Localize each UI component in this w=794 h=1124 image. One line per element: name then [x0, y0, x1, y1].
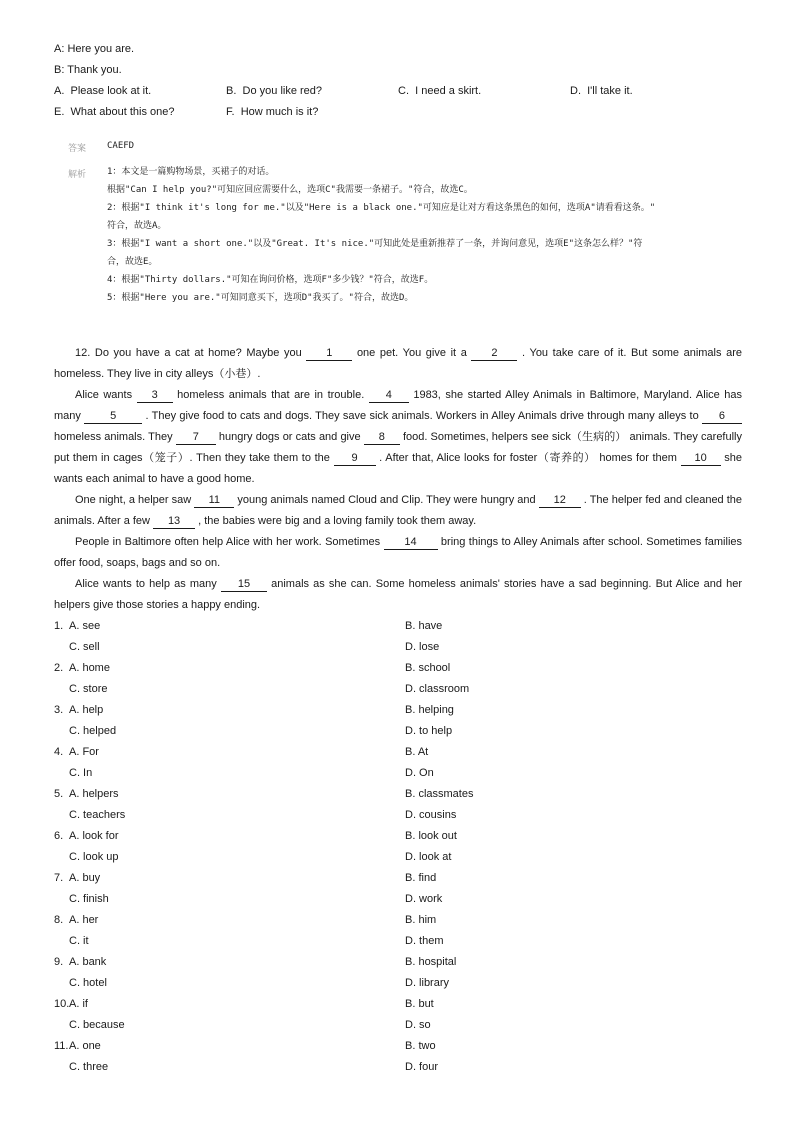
option-text: What about this one?	[70, 106, 175, 118]
option-c: C. it	[69, 935, 89, 947]
option-d: D. work	[405, 893, 443, 905]
dialogue-line-b: B: Thank you.	[54, 64, 122, 76]
option-d: D. library	[405, 977, 450, 989]
option-text: Please look at it.	[70, 85, 152, 97]
question-row	[54, 868, 754, 889]
question-row	[54, 931, 754, 952]
passage-text: one pet. You give it a	[356, 347, 467, 359]
question-row	[54, 658, 754, 679]
option-c: C. store	[69, 683, 108, 695]
question-number: 6.	[54, 830, 64, 842]
blank-9: 9	[334, 452, 376, 466]
option-key: A.	[54, 85, 65, 97]
passage-text: . After that, Alice looks for foster（寄养的） homes for them	[379, 452, 677, 464]
question-number: 8.	[54, 914, 64, 926]
option-e	[54, 105, 175, 119]
analysis-line: 5：根据"Here you are."可知同意买下，选项D"我买了。"符合，故选D。	[107, 293, 414, 303]
blank-13: 13	[153, 515, 195, 529]
question-row	[54, 742, 754, 763]
question-row	[54, 763, 754, 784]
option-a: A. buy	[69, 872, 101, 884]
option-f	[226, 105, 318, 119]
option-text: Do you like red?	[242, 85, 323, 97]
passage-text: homeless animals. They	[54, 431, 173, 443]
passage-text: . They give food to cats and dogs. They save sick animals. Workers in Alley Animals drive through many alleys to	[145, 410, 699, 422]
passage-text: One night, a helper saw	[75, 494, 192, 506]
option-a: A. look for	[69, 830, 119, 842]
question-row	[54, 700, 754, 721]
question-number: 3.	[54, 704, 64, 716]
dialogue-line-a: A: Here you are.	[54, 43, 135, 55]
option-c: C. because	[69, 1019, 125, 1031]
option-a	[54, 84, 151, 98]
option-text: How much is it?	[240, 106, 319, 118]
question-row	[54, 889, 754, 910]
question-row	[54, 1057, 754, 1078]
option-key: C.	[398, 85, 409, 97]
option-b: B. At	[405, 746, 429, 758]
option-d: D. lose	[405, 641, 440, 653]
blank-10: 10	[681, 452, 721, 466]
analysis-line: 合，故选E。	[107, 257, 158, 267]
passage-text: . The helper fed and cleaned the animals. After a few	[54, 494, 743, 527]
passage-paragraph-4	[54, 532, 742, 574]
option-b: B. classmates	[405, 788, 474, 800]
option-b: B. look out	[405, 830, 457, 842]
analysis-line: 1：本文是一篇购物场景，买裙子的对话。	[107, 167, 275, 177]
option-b: B. have	[405, 620, 443, 632]
option-c: C. three	[69, 1061, 109, 1073]
passage-text: Alice wants	[75, 389, 133, 401]
option-b: B. two	[405, 1040, 436, 1052]
blank-11: 11	[194, 494, 234, 508]
question-row	[54, 1036, 754, 1057]
analysis-line: 符合，故选A。	[107, 221, 167, 231]
option-c: C. finish	[69, 893, 109, 905]
option-c: C. helped	[69, 725, 117, 737]
passage-text: food. Sometimes, helpers see sick（生病的） animals. They carefully put them in cages（笼子）. Then they take them to the	[54, 431, 742, 464]
analysis-line: 2：根据"I think it's long for me."以及"Here is a black one."可知应是让对方看这条黑色的如何，选项A"请看看这条。"	[107, 203, 656, 213]
blank-7: 7	[176, 431, 216, 445]
answer-label: 答案	[68, 144, 87, 154]
question-number: 11.	[54, 1040, 69, 1052]
blank-8: 8	[364, 431, 400, 445]
option-c: C. teachers	[69, 809, 126, 821]
passage-text: bring things to Alley Animals after school. Sometimes families offer food, soaps, bags and so on.	[54, 536, 742, 569]
analysis-label: 解析	[68, 170, 87, 180]
option-d: D. look at	[405, 851, 452, 863]
option-b: B. helping	[405, 704, 454, 716]
option-b: B. school	[405, 662, 451, 674]
option-c: C. In	[69, 767, 93, 779]
passage-text: 12. Do you have a cat at home? Maybe you	[75, 347, 302, 359]
question-number: 4.	[54, 746, 64, 758]
answer-value: CAEFD	[107, 141, 135, 151]
option-d: D. cousins	[405, 809, 457, 821]
question-row	[54, 994, 754, 1015]
option-d: D. to help	[405, 725, 453, 737]
analysis-line: 4：根据"Thirty dollars."可知在询问价格，选项F"多少钱？"符合，故选F。	[107, 275, 434, 285]
passage-text: hungry dogs or cats and give	[218, 431, 361, 443]
question-number: 2.	[54, 662, 64, 674]
passage-text: she wants each animal to have a good home.	[54, 452, 742, 485]
option-key: B.	[226, 85, 237, 97]
passage-text: homeless animals that are in trouble.	[177, 389, 365, 401]
passage-text: 1983, she started Alley Animals in Baltimore, Maryland. Alice has many	[54, 389, 743, 422]
option-b: B. him	[405, 914, 437, 926]
question-number: 10.	[54, 998, 70, 1010]
option-d	[570, 84, 633, 98]
question-row	[54, 805, 754, 826]
passage-text: young animals named Cloud and Clip. They were hungry and	[237, 494, 536, 506]
option-d: D. four	[405, 1061, 439, 1073]
question-row	[54, 847, 754, 868]
option-a: A. if	[69, 998, 88, 1010]
question-number: 9.	[54, 956, 64, 968]
option-key: E.	[54, 106, 65, 118]
option-a: A. home	[69, 662, 110, 674]
option-c: C. hotel	[69, 977, 107, 989]
question-row	[54, 826, 754, 847]
option-d: D. them	[405, 935, 444, 947]
passage-text: Alice wants to help as many	[75, 578, 217, 590]
question-row	[54, 952, 754, 973]
blank-6: 6	[702, 410, 742, 424]
question-row	[54, 721, 754, 742]
question-number: 1.	[54, 620, 64, 632]
option-b: B. hospital	[405, 956, 457, 968]
blank-1: 1	[306, 347, 352, 361]
blank-14: 14	[384, 536, 438, 550]
option-key: D.	[570, 85, 581, 97]
blank-5: 5	[84, 410, 142, 424]
option-a: A. one	[69, 1040, 101, 1052]
question-row	[54, 616, 754, 637]
option-b	[226, 84, 322, 98]
option-a: A. For	[69, 746, 99, 758]
question-number: 5.	[54, 788, 64, 800]
option-text: I'll take it.	[587, 85, 633, 97]
option-a: A. see	[69, 620, 101, 632]
option-text: I need a skirt.	[415, 85, 482, 97]
option-b: B. find	[405, 872, 437, 884]
question-row	[54, 784, 754, 805]
option-a: A. bank	[69, 956, 107, 968]
option-b: B. but	[405, 998, 434, 1010]
blank-15: 15	[221, 578, 267, 592]
passage-paragraph-2	[54, 385, 742, 490]
passage-paragraph-5	[54, 574, 742, 616]
option-c: C. look up	[69, 851, 119, 863]
option-c: C. sell	[69, 641, 100, 653]
question-row	[54, 1015, 754, 1036]
question-row	[54, 973, 754, 994]
passage-text: animals as she can. Some homeless animals' stories have a sad beginning. But Alice and her helpers give those stories a happy ending.	[54, 578, 743, 611]
option-a: A. help	[69, 704, 104, 716]
option-key: F.	[226, 106, 235, 118]
blank-2: 2	[471, 347, 517, 361]
option-a: A. helpers	[69, 788, 119, 800]
blank-3: 3	[137, 389, 173, 403]
option-d: D. classroom	[405, 683, 470, 695]
analysis-line: 3：根据"I want a short one."以及"Great. It's nice."可知此处是重新推荐了一条，并询问意见，选项E"这条怎么样？"符	[107, 239, 643, 249]
question-row	[54, 637, 754, 658]
cloze-passage	[54, 343, 742, 616]
option-a: A. her	[69, 914, 99, 926]
blank-12: 12	[539, 494, 581, 508]
option-d: D. On	[405, 767, 434, 779]
option-c	[398, 84, 481, 98]
passage-paragraph-1	[54, 343, 742, 385]
blank-4: 4	[369, 389, 409, 403]
option-d: D. so	[405, 1019, 431, 1031]
passage-text: People in Baltimore often help Alice with her work. Sometimes	[75, 536, 381, 548]
question-row	[54, 679, 754, 700]
question-row	[54, 910, 754, 931]
passage-text: . You take care of it. But some animals are homeless. They live in city alleys（小巷）.	[54, 347, 742, 380]
question-number: 7.	[54, 872, 64, 884]
analysis-line: 根据"Can I help you?"可知应回应需要什么，选项C"我需要一条裙子。"符合，故选C。	[107, 185, 473, 195]
passage-text: , the babies were big and a loving family took them away.	[198, 515, 477, 527]
passage-paragraph-3	[54, 490, 742, 532]
